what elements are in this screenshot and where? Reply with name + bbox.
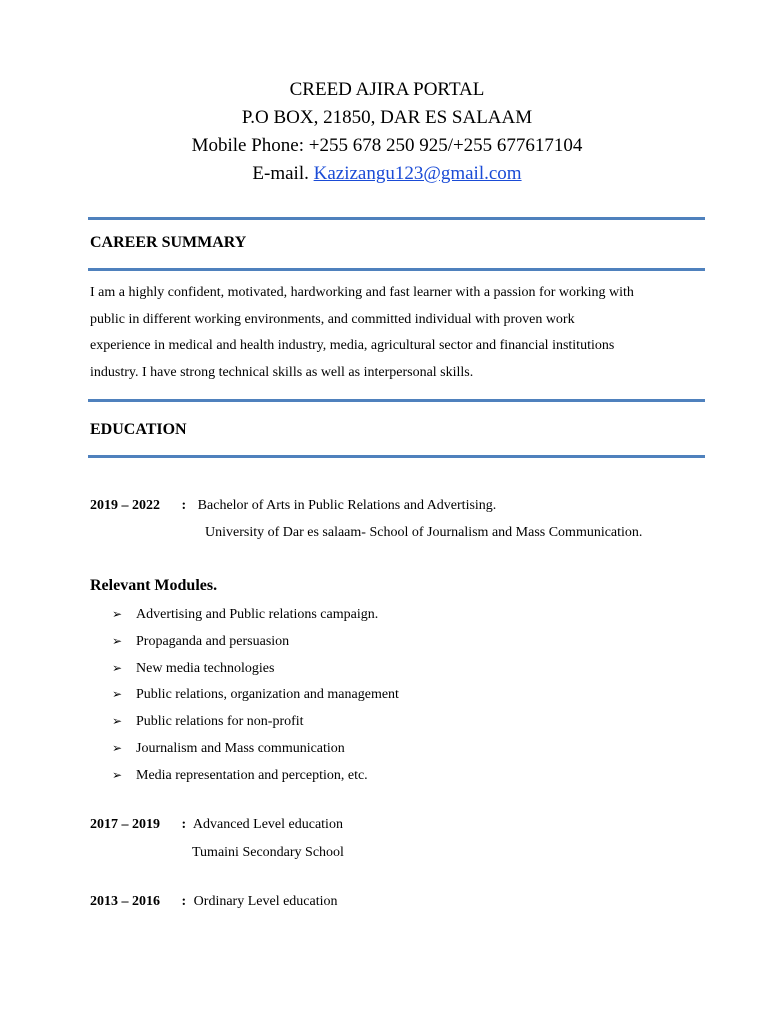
module-label: Journalism and Mass communication: [136, 740, 345, 756]
education-years: 2019 – 2022: [90, 498, 160, 513]
module-label: Advertising and Public relations campaign.: [136, 607, 379, 622]
postal-address: P.O BOX, 21850, DAR ES SALAAM: [241, 107, 533, 128]
module-item: [112, 683, 399, 710]
education-years: 2017 – 2019: [90, 817, 160, 832]
summary-line: public in different working environments, and committed individual with proven work: [90, 311, 575, 327]
module-item: [112, 764, 399, 791]
education-years: 2013 – 2016: [90, 894, 160, 909]
career-summary-text: [90, 280, 710, 386]
module-label: Media representation and perception, etc.: [136, 767, 368, 783]
arrow-bullet-icon: ➢: [112, 660, 123, 675]
summary-line: industry. I have strong technical skills as well as interpersonal skills.: [90, 364, 474, 380]
arrow-bullet-icon: ➢: [112, 633, 123, 648]
summary-line: experience in medical and health industry, media, agricultural sector and financial institutions: [90, 338, 615, 353]
education-qualification: Ordinary Level education: [193, 894, 338, 909]
modules-list: [112, 603, 399, 791]
module-item: [112, 657, 399, 684]
education-colon: :: [181, 894, 187, 909]
module-item: [112, 630, 399, 657]
education-entry: [90, 498, 496, 514]
email-link[interactable]: Kazizangu123@gmail.com: [313, 163, 522, 184]
education-institution: Tumaini Secondary School: [192, 845, 344, 860]
arrow-bullet-icon: ➢: [112, 767, 123, 782]
arrow-bullet-icon: ➢: [112, 714, 123, 729]
education-entry: [90, 894, 338, 910]
education-institution: University of Dar es salaam- School of Journalism and Mass Communication.: [205, 525, 643, 540]
arrow-bullet-icon: ➢: [112, 740, 123, 755]
education-qualification: Bachelor of Arts in Public Relations and Advertising.: [197, 498, 497, 513]
education-colon: :: [181, 498, 187, 513]
arrow-bullet-icon: ➢: [112, 687, 123, 702]
summary-line: I am a highly confident, motivated, hardworking and fast learner with a passion for working with: [90, 285, 634, 300]
arrow-bullet-icon: ➢: [112, 607, 123, 621]
module-item: [112, 710, 399, 737]
relevant-modules-heading: Relevant Modules.: [90, 577, 218, 594]
module-label: Public relations, organization and management: [136, 687, 399, 703]
section-divider: [88, 217, 705, 220]
section-divider: [88, 399, 705, 402]
module-item: [112, 737, 399, 764]
module-label: New media technologies: [136, 660, 275, 676]
education-heading: EDUCATION: [90, 421, 187, 438]
contact-header: [0, 76, 768, 188]
email-line: [0, 160, 768, 188]
email-prefix: E-mail.: [252, 163, 314, 184]
module-label: Propaganda and persuasion: [136, 633, 290, 649]
applicant-name: CREED AJIRA PORTAL: [289, 79, 485, 100]
education-colon: :: [181, 817, 187, 832]
section-divider: [88, 268, 705, 271]
section-divider: [88, 455, 705, 458]
education-entry: [90, 817, 343, 833]
mobile-phone: Mobile Phone: +255 678 250 925/+255 677617104: [191, 135, 583, 156]
education-qualification: Advanced Level education: [192, 817, 343, 832]
module-item: [112, 603, 399, 630]
career-summary-heading: CAREER SUMMARY: [90, 234, 247, 251]
module-label: Public relations for non-profit: [136, 714, 304, 730]
